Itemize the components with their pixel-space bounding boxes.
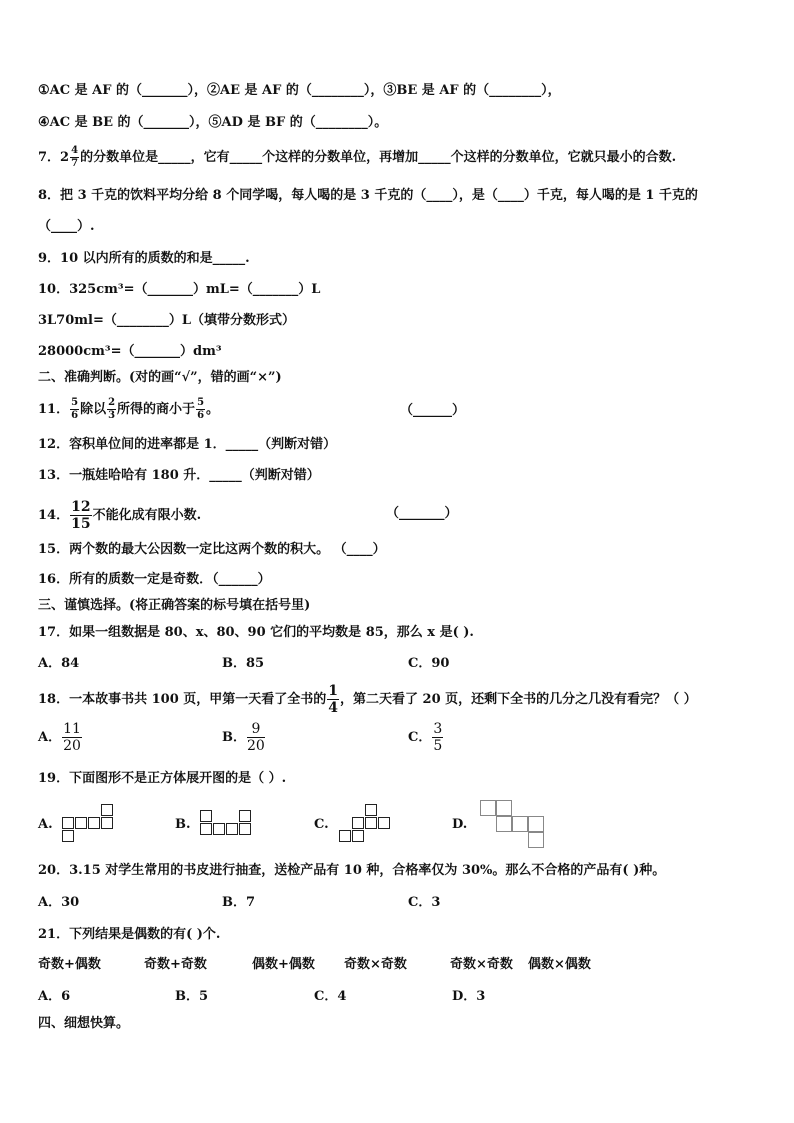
q21-expr-1: 奇数+偶数	[38, 957, 101, 972]
q6-line-2: ④AC 是 BE 的（_______），⑤AD 是 BF 的（________）。	[38, 115, 388, 130]
q20-option-b[interactable]: B．7	[222, 895, 256, 910]
q21-expr-2: 奇数+奇数	[144, 957, 207, 972]
q11-c-num: 5	[197, 397, 205, 408]
net-square	[62, 830, 74, 842]
section-4-heading: 四、细想快算。	[38, 1016, 130, 1031]
question-19: 19．下面图形不是正方体展开图的是（ ）.	[38, 771, 287, 786]
net-square	[496, 816, 512, 832]
q21-expr-3: 偶数+偶数	[252, 957, 315, 972]
q14-number: 14．	[38, 508, 70, 523]
q21-option-d[interactable]: D．3	[452, 989, 486, 1004]
net-square	[213, 823, 225, 835]
q21-option-a[interactable]: A．6	[38, 989, 71, 1004]
q10-line-3: 28000cm³=（_______）dm³	[38, 344, 222, 359]
q18-den: 4	[328, 700, 339, 716]
net-square	[200, 810, 212, 822]
q11-fraction-a	[70, 398, 79, 421]
q11-answer-blank[interactable]: （______）	[400, 403, 466, 418]
q7-num: 4	[71, 145, 79, 156]
q14-answer-blank[interactable]: （_______）	[386, 506, 458, 521]
q14-den: 15	[71, 516, 91, 532]
q11-post: 。	[206, 402, 220, 417]
q18-text-pre: 18．一本故事书共 100 页，甲第一天看了全书的	[38, 692, 327, 707]
question-20: 20．3.15 对学生常用的书皮进行抽查，送检产品有 10 种，合格率仅为 30%。那么不合格的产品有( )种。	[38, 863, 666, 878]
q17-option-a[interactable]: A．84	[38, 656, 80, 671]
question-7	[38, 146, 676, 169]
section-2-heading: 二、准确判断。(对的画“√”，错的画“×”)	[38, 370, 282, 385]
net-square	[101, 804, 113, 816]
q17-option-b[interactable]: B．85	[222, 656, 265, 671]
net-square	[352, 817, 364, 829]
question-14	[38, 500, 201, 531]
q21-option-c[interactable]: C．4	[314, 989, 347, 1004]
q10-line-2: 3L70ml=（________）L（填带分数形式）	[38, 313, 296, 328]
net-square	[239, 823, 251, 835]
q18-b-num: 9	[247, 722, 265, 738]
net-square	[512, 816, 528, 832]
question-13: 13．一瓶娃哈哈有 180 升．_____（判断对错）	[38, 468, 320, 483]
net-square	[88, 817, 100, 829]
q18-option-b[interactable]	[222, 722, 266, 753]
q11-b-den: 3	[108, 410, 116, 421]
q19-net-a-figure	[62, 804, 114, 844]
q21-option-b[interactable]: B．5	[175, 989, 209, 1004]
net-square	[528, 832, 544, 848]
net-square	[480, 800, 496, 816]
q14-text: 不能化成有限小数.	[92, 508, 202, 523]
q18-option-a[interactable]	[38, 722, 83, 753]
q7-fraction	[70, 146, 79, 169]
q8-line-2: （____）.	[38, 219, 95, 234]
q19-net-c-figure	[339, 804, 391, 844]
q11-c-den: 6	[197, 410, 205, 421]
net-square	[200, 823, 212, 835]
q18-fraction	[327, 684, 339, 715]
net-square	[339, 830, 351, 842]
q18-text-post: ，第二天看了 20 页，还剩下全书的几分之几没有看完？（ ）	[340, 692, 697, 707]
q17-option-c[interactable]: C．90	[408, 656, 450, 671]
q18-a-den: 20	[63, 738, 81, 754]
q18-a-fraction	[62, 722, 82, 753]
q18-b-den: 20	[247, 738, 265, 754]
q11-a-num: 5	[71, 397, 79, 408]
question-12: 12．容积单位间的进率都是 1．_____（判断对错）	[38, 437, 337, 452]
q7-den: 7	[71, 158, 79, 169]
q21-expr-4: 奇数×奇数	[344, 957, 407, 972]
q11-fraction-c	[196, 398, 205, 421]
net-square	[496, 800, 512, 816]
net-square	[352, 830, 364, 842]
question-18	[38, 684, 697, 715]
q18-b-label: B．	[222, 730, 246, 745]
q19-option-c[interactable]: C.	[314, 817, 329, 832]
q14-num: 12	[71, 499, 91, 515]
question-21: 21．下列结果是偶数的有( )个.	[38, 927, 221, 942]
q8-line-1: 8．把 3 千克的饮料平均分给 8 个同学喝，每人喝的是 3 千克的（____），是（____）千克，每人喝的是 1 千克的	[38, 188, 698, 203]
question-17: 17．如果一组数据是 80、x、80、90 它们的平均数是 85，那么 x 是( ).	[38, 625, 474, 640]
net-square	[62, 817, 74, 829]
q14-fraction	[70, 500, 91, 531]
question-9: 9．10 以内所有的质数的和是_____.	[38, 251, 250, 266]
question-15: 15．两个数的最大公因数一定比这两个数的积大。 （____）	[38, 542, 386, 557]
q18-c-num: 3	[433, 721, 443, 737]
net-square	[365, 817, 377, 829]
q18-a-label: A．	[38, 730, 62, 745]
net-square	[528, 816, 544, 832]
q11-fraction-b	[107, 398, 116, 421]
q21-expr-5: 奇数×奇数	[450, 957, 513, 972]
q11-number: 11．	[38, 402, 70, 417]
q19-option-a[interactable]: A.	[38, 817, 53, 832]
q7-number: 7．	[38, 150, 61, 165]
section-3-heading: 三、谨慎选择。(将正确答案的标号填在括号里)	[38, 598, 311, 613]
q10-line-1: 10．325cm³=（_______）mL=（_______）L	[38, 282, 321, 297]
net-square	[226, 823, 238, 835]
net-square	[75, 817, 87, 829]
q6-line-1: ①AC 是 AF 的（_______），②AE 是 AF 的（________），③BE 是 AF 的（________），	[38, 83, 561, 98]
net-square	[101, 817, 113, 829]
q20-option-c[interactable]: C．3	[408, 895, 441, 910]
q18-a-num: 11	[63, 721, 81, 737]
net-square	[378, 817, 390, 829]
q19-option-b[interactable]: B.	[175, 817, 191, 832]
net-square	[365, 804, 377, 816]
q18-c-den: 5	[433, 738, 443, 754]
question-11	[38, 398, 219, 421]
q18-b-fraction	[247, 722, 265, 753]
q11-a-den: 6	[71, 410, 79, 421]
q11-mid2: 所得的商小于	[117, 402, 196, 417]
q18-c-fraction	[432, 722, 443, 753]
net-square	[239, 810, 251, 822]
q7-whole: 2	[60, 150, 70, 165]
q18-option-c[interactable]	[408, 722, 444, 753]
q19-net-d-figure	[480, 800, 548, 850]
q20-option-a[interactable]: A．30	[38, 895, 80, 910]
q11-b-num: 2	[108, 397, 116, 408]
question-16: 16．所有的质数一定是奇数．（______）	[38, 572, 271, 587]
q19-net-b-figure	[200, 810, 252, 838]
q7-text: 的分数单位是_____，它有_____个这样的分数单位，再增加_____个这样的分数单位，它就只最小的合数.	[80, 150, 677, 165]
q19-option-d[interactable]: D.	[452, 817, 468, 832]
q18-num: 1	[328, 683, 339, 699]
q21-expr-6: 偶数×偶数	[528, 957, 591, 972]
q11-mid: 除以	[80, 402, 107, 417]
q18-c-label: C．	[408, 730, 432, 745]
